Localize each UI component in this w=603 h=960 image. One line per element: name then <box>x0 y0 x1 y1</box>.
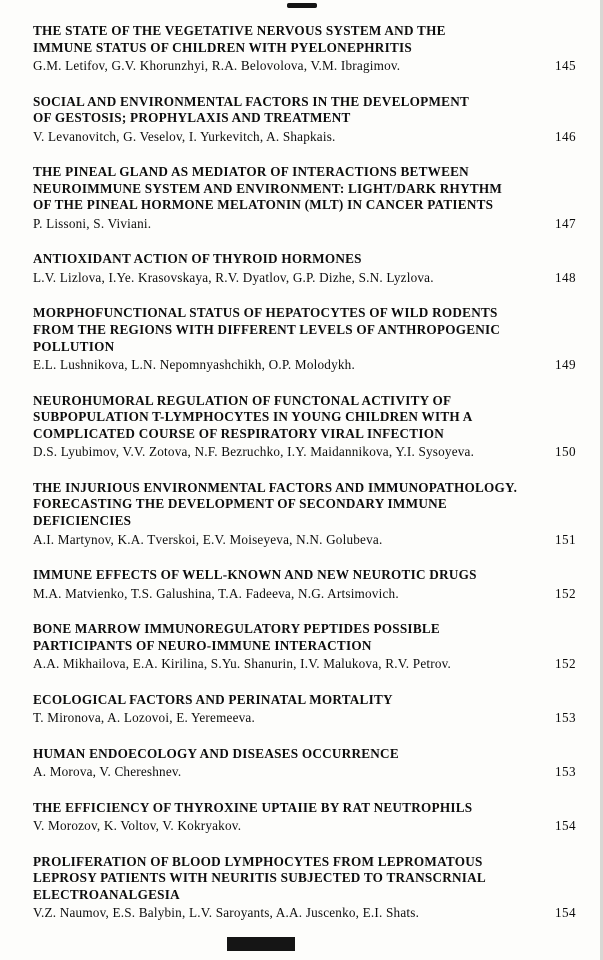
entry-page-number: 148 <box>555 269 576 285</box>
entry-title <box>33 692 576 709</box>
entry-authors: A. Morova, V. Chereshnev. <box>33 764 182 780</box>
entry-title-line: THE INJURIOUS ENVIRONMENTAL FACTORS AND IMMUNOPATHOLOGY. <box>33 479 518 495</box>
entry-title-line: OF GESTOSIS; PROPHYLAXIS AND TREATMENT <box>33 110 351 126</box>
entry-title-line: THE EFFICIENCY OF THYROXINE UPTAIIE BY RAT NEUTROPHILS <box>33 799 473 815</box>
entry-meta-row <box>33 905 576 921</box>
entry-authors: M.A. Matvienko, T.S. Galushina, T.A. Fadeeva, N.G. Artsimovich. <box>33 585 399 601</box>
toc-entry <box>33 480 576 548</box>
entry-title-line: MORPHOFUNCTIONAL STATUS OF HEPATOCYTES OF WILD RODENTS <box>33 305 498 321</box>
entry-page-number: 154 <box>555 905 576 921</box>
entry-page-number: 150 <box>555 444 576 460</box>
entry-title-line: PROLIFERATION OF BLOOD LYMPHOCYTES FROM LEPROMATOUS <box>33 853 483 869</box>
toc-entry <box>33 393 576 461</box>
entry-title <box>33 800 576 817</box>
entry-title-line: DEFICIENCIES <box>33 512 132 528</box>
entry-title-line: HUMAN ENDOECOLOGY AND DISEASES OCCURRENCE <box>33 745 399 761</box>
entry-title <box>33 251 576 268</box>
entry-meta-row <box>33 586 576 602</box>
entry-meta-row <box>33 129 576 145</box>
entry-meta-row <box>33 764 576 780</box>
entry-page-number: 149 <box>555 357 576 373</box>
entry-title-line: PARTICIPANTS OF NEURO-IMMUNE INTERACTION <box>33 637 372 653</box>
entry-page-number: 147 <box>555 215 576 231</box>
entry-title-line: BONE MARROW IMMUNOREGULATORY PEPTIDES POSSIBLE <box>33 620 440 636</box>
entry-authors: V. Morozov, K. Voltov, V. Kokryakov. <box>33 818 242 834</box>
toc-entry <box>33 746 576 781</box>
entry-title-line: COMPLICATED COURSE OF RESPIRATORY VIRAL INFECTION <box>33 425 445 441</box>
toc-entry <box>33 94 576 146</box>
entry-title <box>33 305 576 355</box>
entry-authors: V. Levanovitch, G. Veselov, I. Yurkevitch, A. Shapkais. <box>33 128 336 144</box>
entry-authors: D.S. Lyubimov, V.V. Zotova, N.F. Bezruchko, I.Y. Maidannikova, Y.I. Sysoyeva. <box>33 444 475 460</box>
entry-meta-row <box>33 818 576 834</box>
entry-title-line: NEUROHUMORAL REGULATION OF FUNCTONAL ACTIVITY OF <box>33 392 452 408</box>
entry-title-line: THE PINEAL GLAND AS MEDIATOR OF INTERACTIONS BETWEEN <box>33 164 469 180</box>
toc-entry <box>33 251 576 286</box>
toc-entry <box>33 23 576 75</box>
entry-meta-row <box>33 710 576 726</box>
entry-meta-row <box>33 357 576 373</box>
toc-entry <box>33 164 576 232</box>
entry-authors: E.L. Lushnikova, L.N. Nepomnyashchikh, O.P. Molodykh. <box>33 357 355 373</box>
entry-title <box>33 164 576 214</box>
entry-title-line: ELECTROANALGESIA <box>33 886 180 902</box>
entry-title-line: LEPROSY PATIENTS WITH NEURITIS SUBJECTED TO TRANSCRNIAL <box>33 870 486 886</box>
toc-entry <box>33 621 576 673</box>
entry-meta-row <box>33 656 576 672</box>
entry-title <box>33 23 576 56</box>
entry-title <box>33 567 576 584</box>
entry-meta-row <box>33 270 576 286</box>
entry-title-line: IMMUNE EFFECTS OF WELL-KNOWN AND NEW NEUROTIC DRUGS <box>33 566 477 582</box>
entry-page-number: 153 <box>555 764 576 780</box>
entry-authors: G.M. Letifov, G.V. Khorunzhyi, R.A. Belovolova, V.M. Ibragimov. <box>33 58 401 74</box>
entry-title-line: SUBPOPULATION T-LYMPHOCYTES IN YOUNG CHILDREN WITH A <box>33 409 473 425</box>
entry-page-number: 152 <box>555 585 576 601</box>
entry-title <box>33 746 576 763</box>
entry-authors: P. Lissoni, S. Viviani. <box>33 215 152 231</box>
entry-title-line: POLLUTION <box>33 338 115 354</box>
entry-authors: L.V. Lizlova, I.Ye. Krasovskaya, R.V. Dyatlov, G.P. Dizhe, S.N. Lyzlova. <box>33 269 434 285</box>
toc-entry <box>33 854 576 922</box>
entry-title-line: ANTIOXIDANT ACTION OF THYROID HORMONES <box>33 251 362 267</box>
toc-entry <box>33 567 576 602</box>
entry-page-number: 151 <box>555 531 576 547</box>
entry-title-line: ECOLOGICAL FACTORS AND PERINATAL MORTALITY <box>33 691 393 707</box>
entry-title-line: FORECASTING THE DEVELOPMENT OF SECONDARY IMMUNE <box>33 496 447 512</box>
toc-entry <box>33 800 576 835</box>
entry-page-number: 146 <box>555 128 576 144</box>
entry-title-line: THE STATE OF THE VEGETATIVE NERVOUS SYSTEM AND THE <box>33 23 446 38</box>
entry-title-line: SOCIAL AND ENVIRONMENTAL FACTORS IN THE DEVELOPMENT <box>33 93 470 109</box>
toc-entry <box>33 692 576 727</box>
entry-title-line: IMMUNE STATUS OF CHILDREN WITH PYELONEPHRITIS <box>33 39 412 55</box>
entry-title <box>33 480 576 530</box>
scan-artifact-bottom <box>227 937 295 951</box>
entry-authors: A.A. Mikhailova, E.A. Kirilina, S.Yu. Shanurin, I.V. Malukova, R.V. Petrov. <box>33 656 452 672</box>
entry-page-number: 153 <box>555 710 576 726</box>
entry-page-number: 152 <box>555 656 576 672</box>
entry-authors: T. Mironova, A. Lozovoi, E. Yeremeeva. <box>33 710 255 726</box>
entry-title <box>33 621 576 654</box>
entry-title-line: FROM THE REGIONS WITH DIFFERENT LEVELS OF ANTHROPOGENIC <box>33 321 501 337</box>
toc-entry <box>33 305 576 373</box>
entry-title <box>33 94 576 127</box>
entry-authors: A.I. Martynov, K.A. Tverskoi, E.V. Moiseyeva, N.N. Golubeva. <box>33 531 383 547</box>
scan-artifact-top <box>287 3 317 8</box>
toc-list <box>33 23 576 941</box>
entry-title <box>33 854 576 904</box>
entry-meta-row <box>33 216 576 232</box>
entry-title <box>33 393 576 443</box>
entry-meta-row <box>33 444 576 460</box>
entry-meta-row <box>33 58 576 74</box>
entry-title-line: NEUROIMMUNE SYSTEM AND ENVIRONMENT: LIGHT/DARK RHYTHM <box>33 180 503 196</box>
entry-title-line: OF THE PINEAL HORMONE MELATONIN (MLT) IN CANCER PATIENTS <box>33 197 494 213</box>
entry-page-number: 145 <box>555 58 576 74</box>
entry-meta-row <box>33 532 576 548</box>
entry-authors: V.Z. Naumov, E.S. Balybin, L.V. Saroyants, A.A. Juscenko, E.I. Shats. <box>33 905 420 921</box>
entry-page-number: 154 <box>555 818 576 834</box>
